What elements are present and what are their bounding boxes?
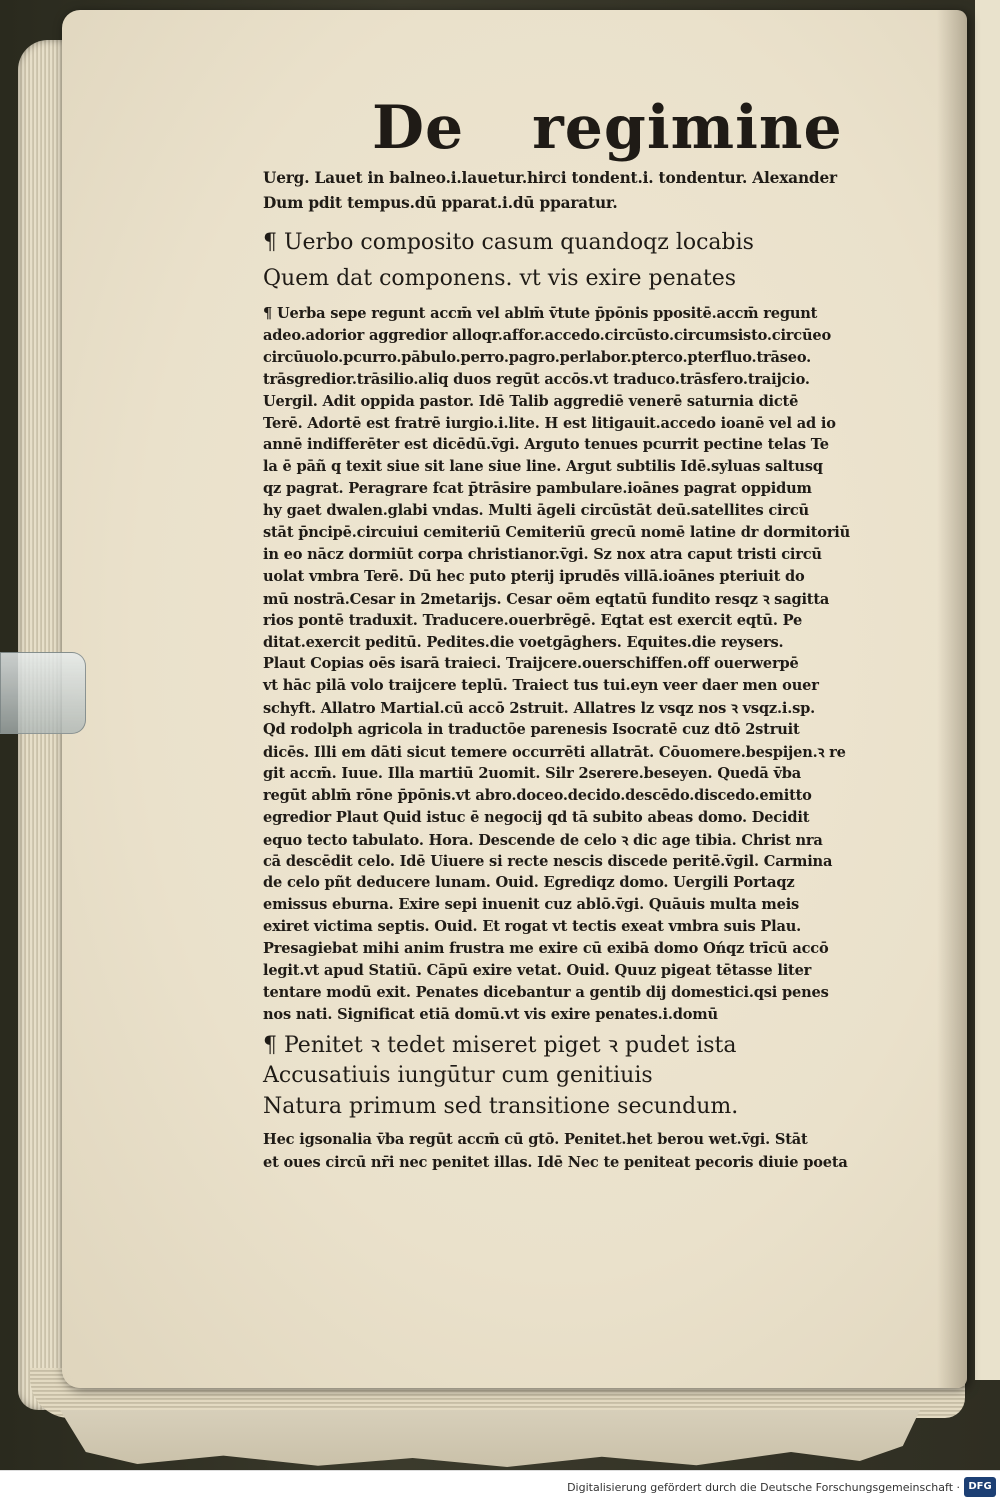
intro-line: Uerg. Lauet in balneo.i.lauetur.hirci tondent.i. tondentur. Alexander (263, 168, 837, 187)
commentary-line: ditat.exercit peditū. Pedites.die voetgāghers. Equites.die reysers. (263, 632, 784, 651)
verse-line: Accusatiuis iungūtur cum genitiuis (263, 1063, 653, 1088)
commentary-line: qz pagrat. Peragrare fcat p̄trāsire pambulare.ioānes pagrat oppidum (263, 479, 812, 498)
commentary-line: Plaut Copias oēs isarā traieci. Traijcere.ouerschiffen.off ouerwerpē (263, 654, 799, 673)
commentary-line: exiret victima septis. Ouid. Et rogat vt tectis exeat vmbra suis Plau. (263, 917, 802, 936)
facing-page-edge (975, 0, 1000, 1380)
commentary-line: dicēs. Illi em dāti sicut temere occurrēti allatrāt. Cōuomere.bespijen.ꝛ re (263, 743, 846, 761)
commentary-line: in eo nācz dormiūt corpa christianor.v̄gi. Sz nox atra caput tristi circū (263, 544, 822, 563)
dfg-logo: DFG (964, 1477, 996, 1497)
commentary-line: circūuolo.pcurro.pābulo.perro.pagro.perlabor.pterco.pterfluo.trāseo. (263, 347, 811, 366)
commentary-line: legit.vt apud Statiū. Cāpū exire vetat. Ouid. Quuz pigeat tētasse liter (263, 961, 812, 979)
commentary-line: equo tecto tabulato. Hora. Descende de celo ꝛ dic age tibia. Christ nra (263, 830, 823, 849)
commentary-line: rios pontē traduxit. Traducere.ouerbrēgē. Eqtat est exercit eqtū. Pe (263, 610, 803, 629)
running-head: De regimine (372, 93, 843, 163)
page-clip-tab (0, 652, 86, 734)
commentary-line: schyft. Allatro Martial.cū accō 2struit. Allatres lz vsqz nos ꝛ vsqz.i.sp. (263, 699, 815, 718)
commentary-line: annē indifferēter est dicēdū.v̄gi. Arguto tenues pcurrit pectine telas Te (263, 435, 829, 454)
commentary-line: git accm̄. Iuue. Illa martiū 2uomit. Silr 2serere.beseyen. Quedā v̄ba (263, 763, 802, 782)
commentary-line: adeo.adorior aggredior alloqr.affor.accedo.circūsto.circumsisto.circūeo (263, 325, 832, 344)
commentary-line: nos nati. Significat etiā domū.vt vis exire penates.i.domū (263, 1004, 718, 1023)
commentary-line: uolat vmbra Terē. Dū hec puto pterij iprudēs villā.ioānes pteriuit do (263, 566, 805, 585)
commentary-line: regūt ablm̄ rōne p̄pōnis.vt abro.doceo.decido.descēdo.discedo.emitto (263, 785, 812, 804)
commentary-line: vt hāc pilā volo traijcere teplū. Traiect tus tui.eyn veer daer men ouer (263, 676, 819, 695)
commentary-line: la ē pāñ q texit siue sit lane siue line. Argut subtilis Idē.syluas saltusq (263, 457, 823, 476)
commentary-line: ¶ Uerba sepe regunt accm̄ vel ablm̄ v̄tute p̄pōnis ppositē.accm̄ regunt (263, 304, 818, 322)
deckled-bottom-edge (60, 1410, 920, 1470)
verse-line: ¶ Penitet ꝛ tedet miseret piget ꝛ pudet ista (263, 1033, 737, 1058)
closing-line: et oues circū nr̄i nec penitet illas. Idē Nec te peniteat pecoris diuie poeta (263, 1153, 848, 1171)
intro-line: Dum pdit tempus.dū pparat.i.dū pparatur. (263, 193, 618, 212)
verse-line: Quem dat componens. vt vis exire penates (263, 266, 737, 291)
verse-line: Natura primum sed transitione secundum. (263, 1094, 739, 1119)
commentary-line: emissus eburna. Exire sepi inuenit cuz ablō.v̄gi. Quāuis multa meis (263, 895, 800, 914)
footer-bar (0, 1470, 1000, 1505)
closing-line: Hec igsonalia v̄ba regūt accm̄ cū gtō. Penitet.het berou wet.v̄gi. Stāt (263, 1130, 808, 1148)
commentary-line: Qd rodolph agricola in traductōe parenesis Isocratē cuz dtō 2struit (263, 720, 800, 739)
commentary-line: egredior Plaut Quid istuc ē negocij qd tā subito abeas domo. Decidit (263, 807, 810, 826)
commentary-line: trāsgredior.trāsilio.aliq duos regūt accōs.vt traduco.trāsfero.traijcio. (263, 369, 810, 388)
funding-credit: Digitalisierung gefördert durch die Deutsche Forschungsgemeinschaft · (567, 1481, 960, 1494)
commentary-line: hy gaet dwalen.glabi vndas. Multi āgeli circūstāt deū.satellites circū (263, 501, 809, 520)
verse-line: ¶ Uerbo composito casum quandoqz locabis (263, 230, 754, 255)
commentary-line: Terē. Adortē est fratrē iurgio.i.lite. H est litigauit.accedo ioanē vel ad io (263, 413, 836, 432)
commentary-line: de celo pñt deducere lunam. Ouid. Egrediqz domo. Uergili Portaqz (263, 873, 795, 892)
commentary-line: tentare modū exit. Penates dicebantur a gentib dij domestici.qsi penes (263, 982, 829, 1001)
commentary-line: mū nostrā.Cesar in 2metarijs. Cesar oēm eqtatū fundito resqz ꝛ sagitta (263, 589, 830, 608)
commentary-line: stāt p̄ncipē.circuiui cemiteriū Cemiteriū grecū nomē latine dr dormitoriū (263, 523, 851, 541)
commentary-line: Uergil. Adit oppida pastor. Idē Talib aggrediē venerē saturnia dictē (263, 391, 799, 410)
commentary-line: Presagiebat mihi anim frustra me exire cū exibā domo Ońqz trīcū accō (263, 939, 829, 958)
commentary-line: cā descēdit celo. Idē Uiuere si recte nescis discede peritē.v̄gil. Carmina (263, 851, 833, 870)
